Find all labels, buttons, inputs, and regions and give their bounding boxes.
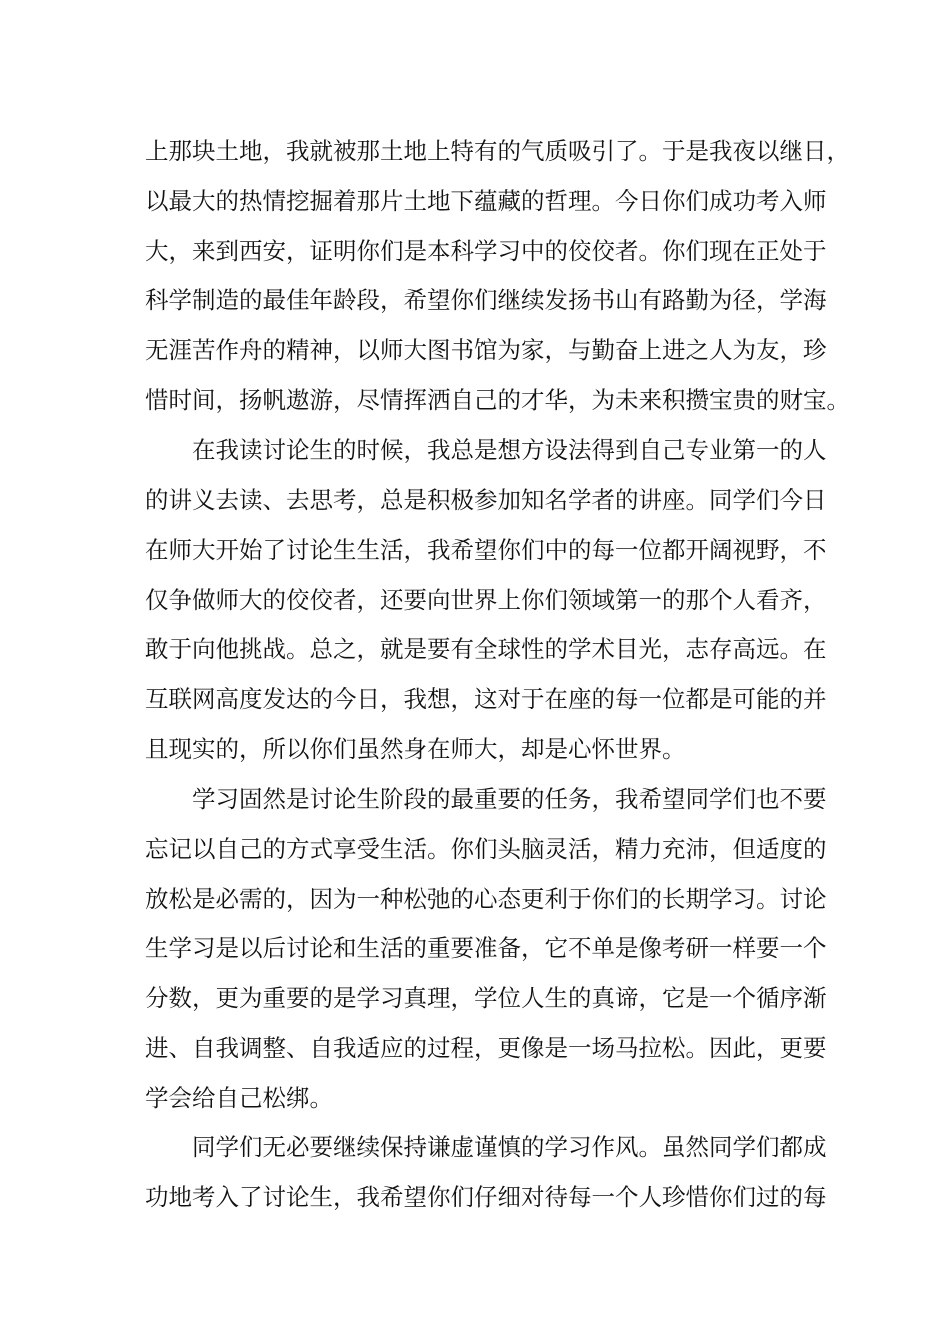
text-line: 的讲义去读、去思考，总是积极参加知名学者的讲座。同学们今日: [145, 486, 827, 514]
text-line: 生学习是以后讨论和生活的重要准备，它不单是像考研一样要一个: [145, 934, 827, 962]
text-line: 分数，更为重要的是学习真理，学位人生的真谛，它是一个循序渐: [145, 984, 827, 1012]
text-line: 在我读讨论生的时候，我总是想方设法得到自己专业第一的人: [145, 436, 827, 464]
text-line: 惜时间，扬帆遨游，尽情挥洒自己的才华，为未来积攒宝贵的财宝。: [145, 386, 850, 414]
text-line: 同学们无必要继续保持谦虚谨慎的学习作风。虽然同学们都成: [145, 1133, 827, 1161]
text-line: 学会给自己松绑。: [145, 1084, 333, 1112]
text-line: 仅争做师大的佼佼者，还要向世界上你们领域第一的那个人看齐，: [145, 586, 827, 614]
text-line: 上那块土地，我就被那土地上特有的气质吸引了。于是我夜以继日，: [145, 137, 850, 165]
text-line: 学习固然是讨论生阶段的最重要的任务，我希望同学们也不要: [145, 785, 827, 813]
text-line: 大，来到西安，证明你们是本科学习中的佼佼者。你们现在正处于: [145, 237, 827, 265]
text-line: 进、自我调整、自我适应的过程，更像是一场马拉松。因此，更要: [145, 1034, 827, 1062]
text-line: 无涯苦作舟的精神，以师大图书馆为家，与勤奋上进之人为友，珍: [145, 336, 827, 364]
text-line: 以最大的热情挖掘着那片土地下蕴藏的哲理。今日你们成功考入师: [145, 187, 827, 215]
text-line: 互联网高度发达的今日，我想，这对于在座的每一位都是可能的并: [145, 685, 827, 713]
text-line: 在师大开始了讨论生生活，我希望你们中的每一位都开阔视野，不: [145, 536, 827, 564]
text-line: 忘记以自己的方式享受生活。你们头脑灵活，精力充沛，但适度的: [145, 835, 827, 863]
text-line: 放松是必需的，因为一种松弛的心态更利于你们的长期学习。讨论: [145, 885, 827, 913]
text-line: 敢于向他挑战。总之，就是要有全球性的学术目光，志存高远。在: [145, 635, 827, 663]
text-line: 科学制造的最佳年龄段，希望你们继续发扬书山有路勤为径，学海: [145, 286, 827, 314]
text-line: 且现实的，所以你们虽然身在师大，却是心怀世界。: [145, 735, 686, 763]
text-line: 功地考入了讨论生，我希望你们仔细对待每一个人珍惜你们过的每: [145, 1183, 827, 1211]
